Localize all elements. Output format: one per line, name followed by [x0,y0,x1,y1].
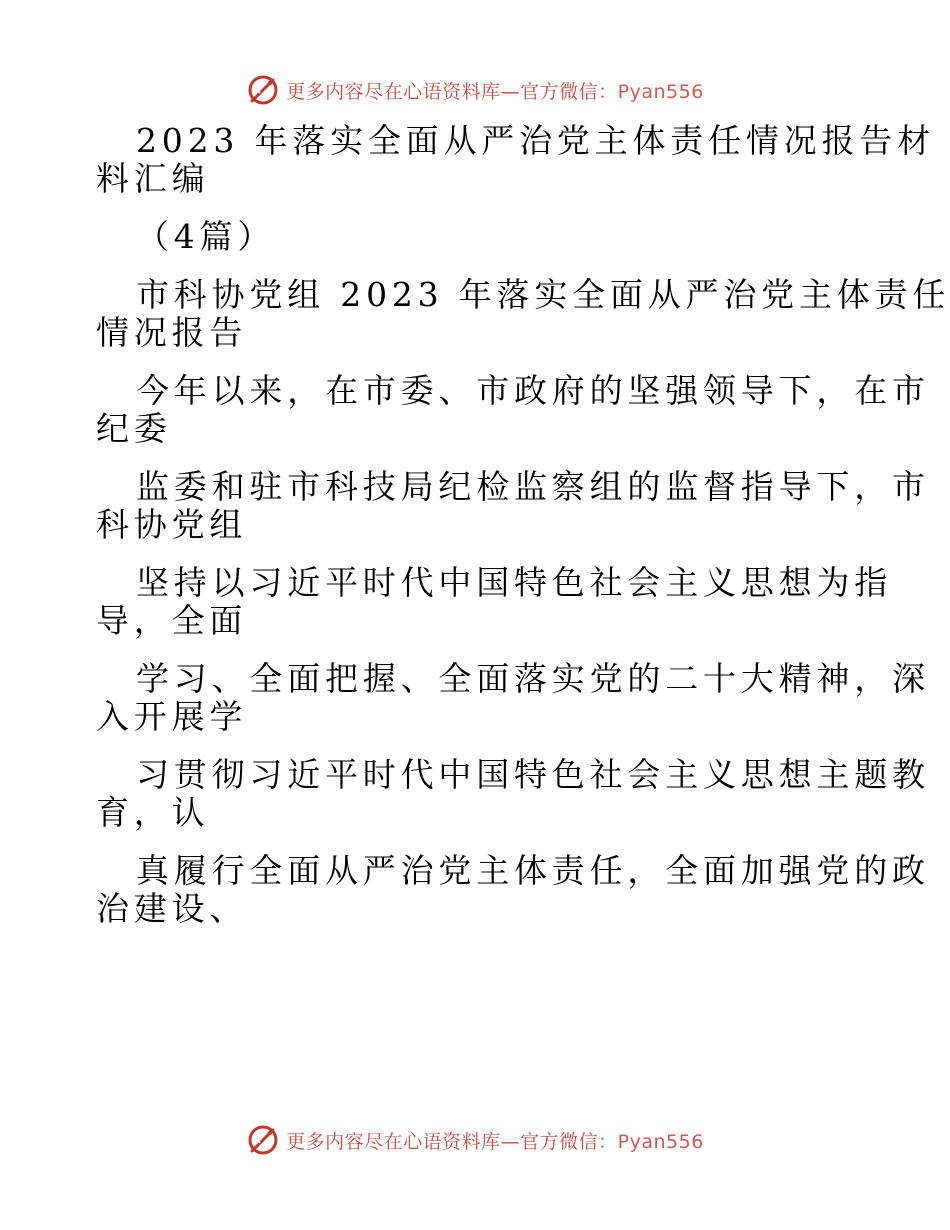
section-title-line-1: 市科协党组 2023 年落实全面从严治党主体责任 [136,275,950,314]
paragraph-line: 导，全面 [96,601,248,640]
watermark-text: 更多内容尽在心语资料库—官方微信：Pyan556 [286,1130,704,1153]
subtitle-count: （4篇） [136,217,276,256]
paragraph-line: 习贯彻习近平时代中国特色社会主义思想主题教 [136,755,930,794]
section-title-line-2: 情况报告 [96,313,248,352]
title-line-2: 料汇编 [96,159,210,198]
paragraph-line: 今年以来，在市委、市政府的坚强领导下，在市 [136,371,930,410]
paragraph-line: 科协党组 [96,505,248,544]
title-line-1: 2023 年落实全面从严治党主体责任情况报告材 [136,121,935,160]
paragraph-line: 坚持以习近平时代中国特色社会主义思想为指 [136,563,892,602]
document-body [96,121,950,928]
watermark-handle: Pyan556 [617,1130,704,1153]
paragraph-line: 真履行全面从严治党主体责任，全面加强党的政 [136,851,930,890]
footer-watermark [0,1120,950,1160]
paragraph-line: 纪委 [96,409,172,448]
quill-pen-circle-icon [246,73,280,107]
paragraph-line: 治建设、 [96,889,248,928]
watermark-text: 更多内容尽在心语资料库—官方微信：Pyan556 [286,80,704,103]
header-watermark [0,70,950,110]
paragraph-line: 监委和驻市科技局纪检监察组的监督指导下，市 [136,467,930,506]
paragraph-line: 育，认 [96,793,210,832]
quill-pen-circle-icon [246,1123,280,1157]
watermark-handle: Pyan556 [617,80,704,103]
paragraph-line: 入开展学 [96,697,248,736]
paragraph-line: 学习、全面把握、全面落实党的二十大精神，深 [136,659,930,698]
